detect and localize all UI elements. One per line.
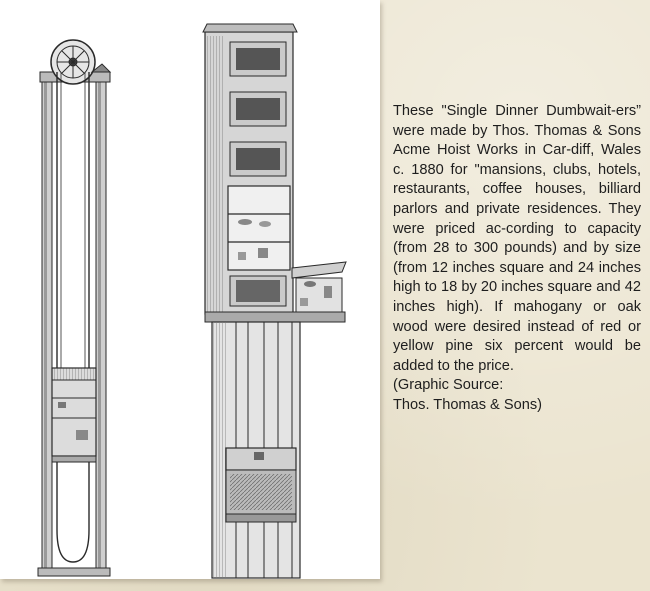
graphic-source-line1: (Graphic Source: — [393, 377, 504, 394]
caption-text-block — [393, 102, 641, 416]
right-dumbwaiter-figure — [203, 24, 346, 578]
left-dumbwaiter-figure — [38, 40, 110, 576]
caption-paragraph: These "Single Dinner Dumbwait-ers” were made by Thos. Thomas & Sons Acme Hoist Works in Car-diff, Wales c. 1880 for "mansions, clubs, hotels, restaurants, coffee houses, billiard parlors and private residences. They were priced ac-cording to capacity (from 28 to 300 pounds) and by size (from 12 inches square and 24 inches high to 18 by 20 inches square and 42 inches high). If mahogany or oak wood were desired instead of red or yellow pine six percent would be added to the price. — [393, 103, 641, 374]
graphic-source-line2: Thos. Thomas & Sons) — [393, 396, 542, 413]
